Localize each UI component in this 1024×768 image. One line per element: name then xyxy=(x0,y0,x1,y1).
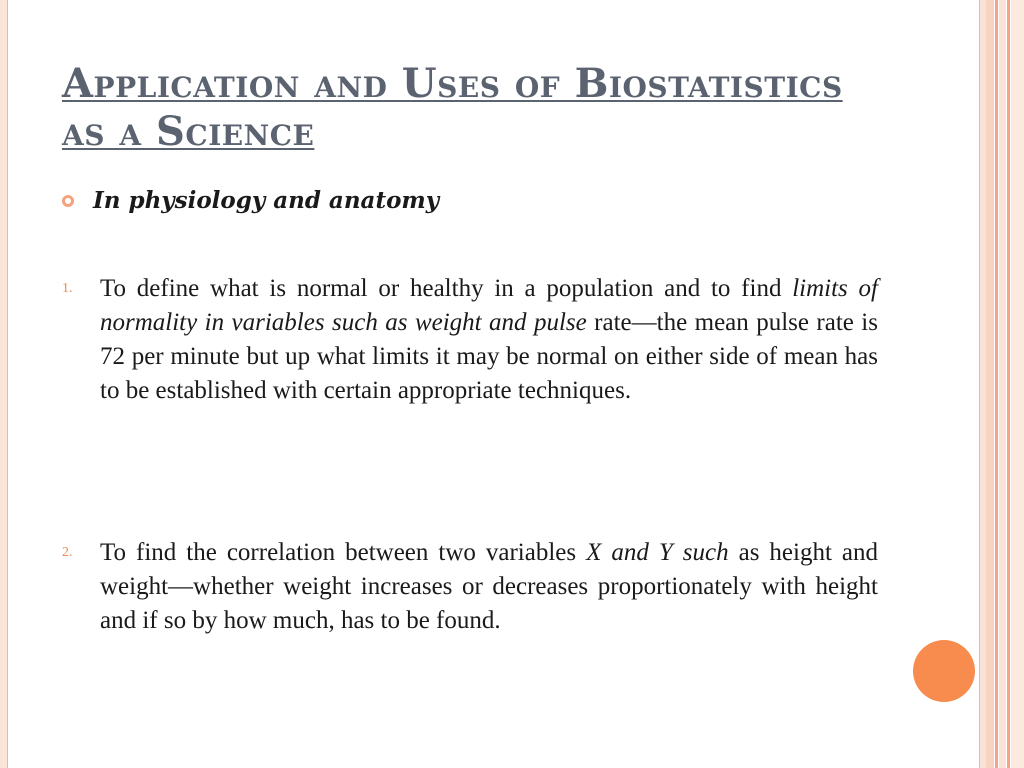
item-text-part: rate—the mean pulse rate is 72 per minute but up what limits it may be normal on either side of mean has to be established with certain appropriate techniques. xyxy=(100,309,878,404)
ring-bullet-icon xyxy=(62,195,74,207)
item-text-part: as height and weight—whether weight increases or decreases proportionately with height and if so by how much, has to be found. xyxy=(100,539,879,634)
section-bullet xyxy=(62,187,439,214)
right-stripe-decoration xyxy=(995,0,998,768)
right-stripe-decoration xyxy=(999,0,1006,768)
right-stripe-decoration xyxy=(1011,0,1024,768)
item-text-part: To define what is normal or healthy in a population and to find xyxy=(100,275,793,302)
item-text xyxy=(100,272,878,408)
right-stripe-decoration xyxy=(979,0,986,768)
right-stripe-decoration xyxy=(986,0,994,768)
right-stripe-decoration xyxy=(1007,0,1010,768)
slide-title-line-1: Application and Uses of Biostatistics xyxy=(62,60,843,107)
left-border-decoration xyxy=(0,0,8,768)
item-text-italic: X and Y such xyxy=(586,539,729,566)
item-text-part: To find the correlation between two variables xyxy=(100,539,587,566)
slide-title xyxy=(62,60,892,156)
numbered-item-1 xyxy=(62,272,878,408)
slide-title-line-2: as a Science xyxy=(62,108,315,155)
section-heading: In physiology and anatomy xyxy=(93,187,440,214)
item-number: 2. xyxy=(62,545,73,560)
decorative-circle xyxy=(913,640,975,702)
numbered-item-2 xyxy=(62,536,878,638)
item-text-italic: limits of normality in variables such as weight and pulse xyxy=(100,275,878,336)
item-text xyxy=(100,536,878,638)
item-number: 1. xyxy=(62,281,73,296)
